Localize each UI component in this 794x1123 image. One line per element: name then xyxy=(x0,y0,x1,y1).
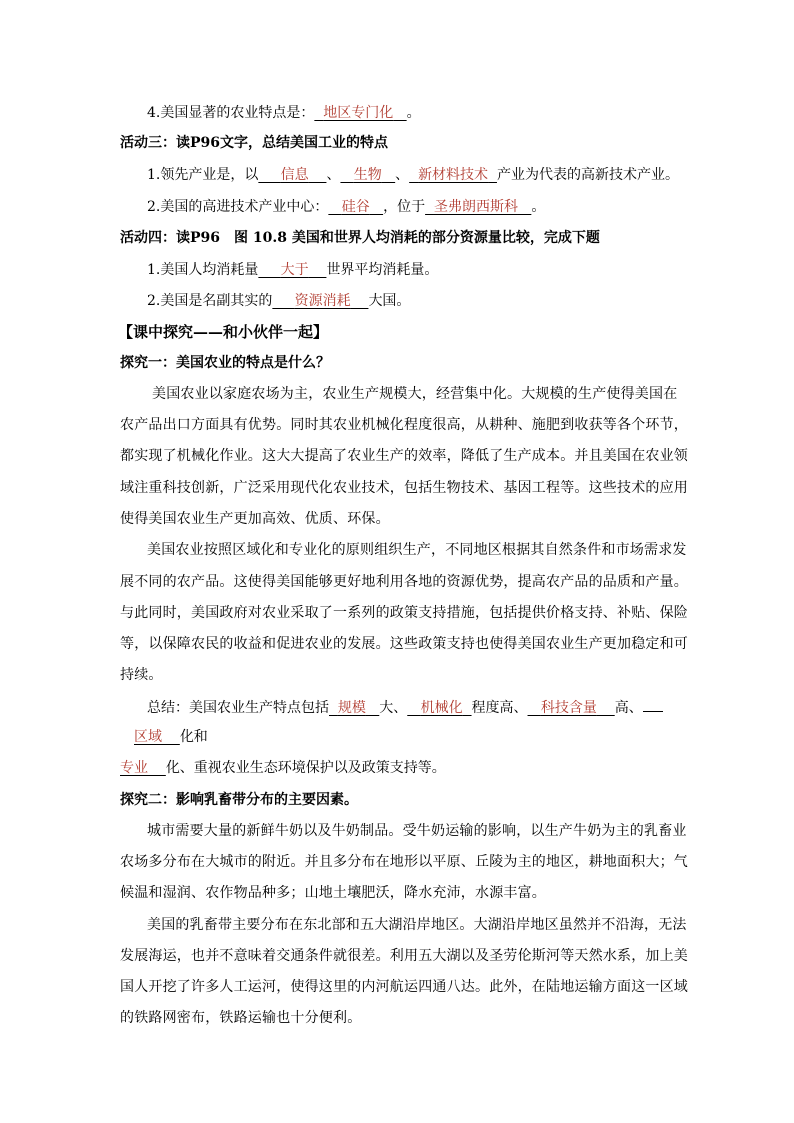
explore-2-title: 探究二：影响乳畜带分布的主要因素。 xyxy=(120,792,358,808)
explore-1-paragraph-2-line: 美国农业按照区域化和专业化的原则组织生产，不同地区根据其自然条件和市场需求发 xyxy=(147,542,687,558)
explore-2-paragraph-1-line: 农场多分布在大城市的附近。并且多分布在地形以平原、丘陵为主的地区，耕地面积大；气 xyxy=(120,854,688,870)
summary-text: 程度高、 xyxy=(471,700,528,716)
activity-3-line-1 xyxy=(147,165,679,185)
separator: 、 xyxy=(395,167,410,183)
answer-silicon-valley: 硅谷 xyxy=(341,199,370,215)
explore-1-paragraph-1-line: 都实现了机械化作业。这大大提高了农业生产的效率，降低了生产成本。并且美国在农业领 xyxy=(120,448,688,464)
line-suffix: 大国。 xyxy=(368,293,411,309)
explore-1-title: 探究一：美国农业的特点是什么？ xyxy=(120,355,330,371)
summary-text: 大、 xyxy=(379,700,408,716)
explore-1-paragraph-2-line: 持续。 xyxy=(120,667,163,683)
explore-1-paragraph-1-line: 使得美国农业生产更加高效、优质、环保。 xyxy=(120,511,390,527)
explore-1-paragraph-1-line: 域注重科技创新，广泛采用现代化农业技术，包括生物技术、基因工程等。这些技术的应用 xyxy=(120,480,688,496)
activity-4-title: 活动四：读P96 图 10.8 美国和世界人均消耗的部分资源量比较，完成下题 xyxy=(120,230,600,246)
answer-specialization: 专业 xyxy=(120,760,148,776)
answer-new-materials: 新材料技术 xyxy=(418,167,489,183)
answer-tech-content: 科技含量 xyxy=(540,700,597,716)
explore-2-paragraph-2-line: 国人开挖了许多人工运河，使得这里的内河航运四通八达。此外，在陆地运输方面这一区域 xyxy=(120,979,688,995)
line-prefix: 1.领先产业是，以 xyxy=(147,167,259,183)
line-prefix: 2.美国的高进技术产业中心： xyxy=(147,199,329,215)
activity-4-line-1 xyxy=(147,260,438,280)
line-suffix: 。 xyxy=(531,199,546,215)
answer-resource-consumption: 资源消耗 xyxy=(294,293,351,309)
line-prefix: 1.美国人均消耗量 xyxy=(147,262,259,278)
answer-regional: 区域 xyxy=(134,729,162,745)
activity-3-line-2 xyxy=(147,197,545,217)
explore-1-paragraph-1-line: 美国农业以家庭农场为主，农业生产规模大，经营集中化。大规模的生产使得美国在 xyxy=(152,386,678,402)
answer-bio: 生物 xyxy=(353,167,382,183)
explore-2-paragraph-2-line: 美国的乳畜带主要分布在东北部和五大湖沿岸地区。大湖沿岸地区虽然并不沿海，无法 xyxy=(147,917,687,933)
answer-greater-than: 大于 xyxy=(280,262,309,278)
line-middle: ，位于 xyxy=(383,199,426,215)
explore-1-paragraph-2-line: 与此同时，美国政府对农业采取了一系列的政策支持措施，包括提供价格支持、补贴、保险 xyxy=(120,605,688,621)
explore-2-paragraph-2-line: 的铁路网密布，铁路运输也十分便利。 xyxy=(120,1010,362,1026)
blank-underline xyxy=(643,697,663,712)
activity-3-title: 活动三：读P96文字，总结美国工业的特点 xyxy=(120,135,389,151)
explore-1-paragraph-2-line: 等，以保障农民的收益和促进农业的发展。这些政策支持也使得美国农业生产更加稳定和可 xyxy=(120,636,688,652)
answer-san-francisco: 圣弗朗西斯科 xyxy=(433,199,518,215)
explore-1-paragraph-2-line: 展不同的农产品。这使得美国能够更好地利用各地的资源优势，提高农产品的品质和产量。 xyxy=(120,574,688,590)
explore-2-paragraph-2-line: 发展海运，也并不意味着交通条件就很差。利用五大湖以及圣劳伦斯河等天然水系，加上美 xyxy=(120,948,688,964)
summary-text: 化、重视农业生态环境保护以及政策支持等。 xyxy=(165,760,446,776)
question-4 xyxy=(147,103,421,123)
section-title: 【课中探究——和小伙伴一起】 xyxy=(118,323,329,341)
summary-line-1 xyxy=(147,697,663,718)
summary-text: 化和 xyxy=(179,729,208,745)
answer-mechanization: 机械化 xyxy=(420,700,463,716)
activity-4-line-2 xyxy=(147,291,410,311)
explore-2-paragraph-1-line: 候温和湿润、农作物品种多；山地土壤肥沃，降水充沛，水源丰富。 xyxy=(120,885,546,901)
line-prefix: 2.美国是名副其实的 xyxy=(147,293,273,309)
answer-scale: 规模 xyxy=(337,700,366,716)
summary-line-2 xyxy=(134,727,208,747)
line-suffix: 产业为代表的高新技术产业。 xyxy=(496,167,679,183)
summary-line-3 xyxy=(120,758,446,778)
explore-2-paragraph-1-line: 城市需要大量的新鲜牛奶以及牛奶制品。受牛奶运输的影响，以生产牛奶为主的乳畜业 xyxy=(147,823,687,839)
separator: 、 xyxy=(326,167,341,183)
explore-1-paragraph-1-line: 农产品出口方面具有优势。同时其农业机械化程度很高，从耕种、施肥到收获等各个环节， xyxy=(120,417,688,433)
summary-text: 高、 xyxy=(614,700,643,716)
question-4-prefix: 4.美国显著的农业特点是： xyxy=(147,105,315,121)
line-suffix: 世界平均消耗量。 xyxy=(326,262,439,278)
answer-regional-specialization: 地区专门化 xyxy=(323,105,394,121)
answer-info: 信息 xyxy=(280,167,309,183)
question-4-suffix: 。 xyxy=(406,105,421,121)
summary-prefix: 总结：美国农业生产特点包括 xyxy=(147,700,329,716)
